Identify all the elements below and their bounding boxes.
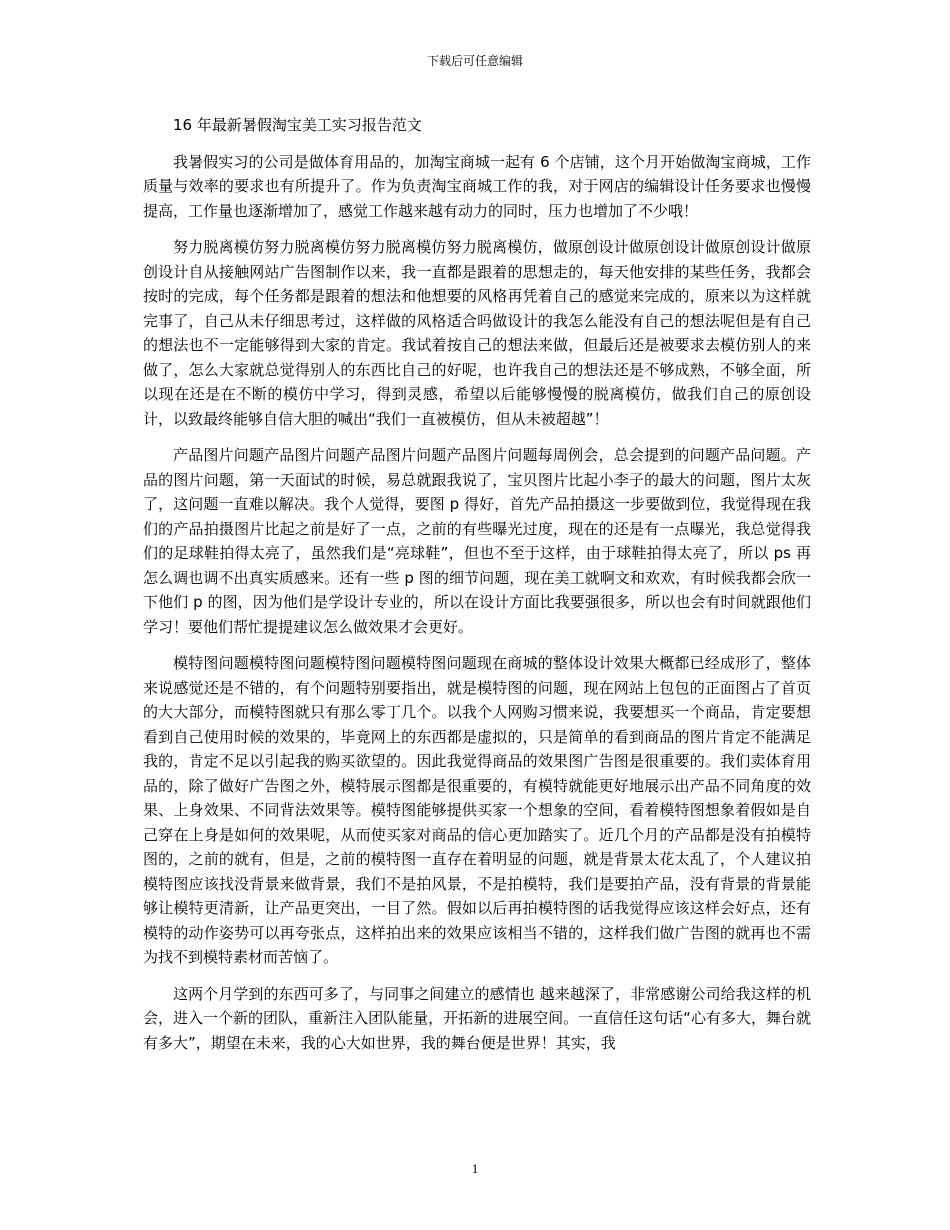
paragraph: 这两个月学到的东西可多了，与同事之间建立的感情也 越来越深了，非常感谢公司给我这样的机会，进入一个新的团队，重新注入团队能量，开拓新的进展空间。一直信任这句话“心有多大，舞台就有多大”，期望在未来，我的心大如世界，我的舞台便是世界！其实，我 — [143, 984, 811, 1052]
document-title: 16 年最新暑假淘宝美工实习报告范文 — [173, 116, 422, 134]
paragraph: 模特图问题模特图问题模特图问题模特图问题现在商城的整体设计效果大概都已经成形了，整体来说感觉还是不错的，有个问题特别要指出，就是模特图的问题，现在网站上包包的正面图占了首页的大大部分，而模特图就只有那么零丁几个。以我个人网购习惯来说，我要想买一个商品，肯定要想看到自己使用时候的效果的，毕竟网上的东西都是虚拟的，只是简单的看到商品的图片肯定不能满足我的，肯定不足以引起我的购买欲望的。因此我觉得商品的效果图广告图是很重要的。我们卖体育用品的，除了做好广告图之外，模特展示图都是很重要的，有模特就能更好地展示出产品不同角度的效果、上身效果、不同背法效果等。模特图能够提供买家一个想象的空间，看着模特图想象着假如是自己穿在上身是如何的效果呢，从而使买家对商品的信心更加踏实了。近几个月的产品都是没有拍模特图的，之前的就有，但是，之前的模特图一直存在着明显的问题，就是背景太花太乱了，个人建议拍模特图应该找没背景来做背景，我们不是拍风景，不是拍模特，我们是要拍产品，没有背景的背景能够让模特更清新，让产品更突出，一目了然。假如以后再拍模特图的话我觉得应该这样会好点，还有模特的动作姿势可以再夸张点，这样拍出来的效果应该相当不错的，这样我们做广告图的就再也不需为找不到模特素材而苦恼了。 — [143, 654, 811, 966]
document-body — [143, 113, 811, 1067]
paragraph: 产品图片问题产品图片问题产品图片问题产品图片问题每周例会，总会提到的问题产品问题。产品的图片问题，第一天面试的时候，易总就跟我说了，宝贝图片比起小李子的最大的问题，图片太灰了，这问题一直难以解决。我个人觉得，要图 p 得好，首先产品拍摄这一步要做到位，我觉得现在我们的产品拍摄图片比起之前是好了一点，之前的有些曝光过度，现在的还是有一点曝光，我总觉得我们的足球鞋拍得太亮了，虽然我们是“亮球鞋”，但也不至于这样，由于球鞋拍得太亮了，所以 ps 再怎么调也调不出真实质感来。还有一些 p 图的细节问题，现在美工就啊文和欢欢，有时候我都会欣一下他们 p 的图，因为他们是学设计专业的，所以在设计方面比我要强很多，所以也会有时间就跟他们学习！要他们帮忙提提建议怎么做效果才会更好。 — [143, 446, 811, 636]
paragraph: 努力脱离模仿努力脱离模仿努力脱离模仿努力脱离模仿，做原创设计做原创设计做原创设计做原创设计自从接触网站广告图制作以来，我一直都是跟着的思想走的，每天他安排的某些任务，我都会按时的完成，每个任务都是跟着的想法和他想要的风格再凭着自己的感觉来完成的，原来以为这样就完事了，自己从未仔细思考过，这样做的风格适合吗做设计的我怎么能没有自己的想法呢但是有自己的想法也不一定能够得到大家的肯定。我试着按自己的想法来做，但最后还是被要求去模仿别人的来做了，怎么大家就总觉得别人的东西比自己的好呢，也许我自己的想法还是不够成熟，不够全面，所以现在还是在不断的模仿中学习，得到灵感，希望以后能够慢慢的脱离模仿，做我们自己的原创设计，以致最终能够自信大胆的喊出“我们一直被模仿，但从未被超越”！ — [143, 238, 811, 428]
page-header: 下载后可任意编辑 — [426, 54, 523, 68]
paragraph: 我暑假实习的公司是做体育用品的，加淘宝商城一起有 6 个店铺，这个月开始做淘宝商城，工作质量与效率的要求也有所提升了。作为负责淘宝商城工作的我，对于网店的编辑设计任务要求也慢慢提高，工作量也逐渐增加了，感觉工作越来越有动力的同时，压力也增加了不少哦！ — [143, 152, 811, 220]
page-number: 1 — [471, 1161, 479, 1176]
